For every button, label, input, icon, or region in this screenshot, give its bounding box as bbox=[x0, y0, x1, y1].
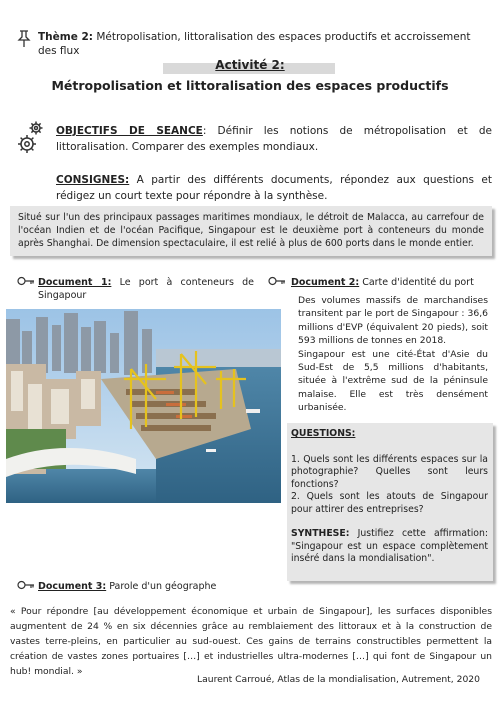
objectives-text: : Définir les notions de métropolisation et de littoralisation. Comparer des exemples mondiaux. bbox=[56, 125, 493, 153]
pushpin-icon bbox=[16, 30, 32, 48]
document2-body bbox=[298, 294, 488, 415]
document3-quote: « Pour répondre [au développement économique et urbain de Singapour], les surfaces disponibles augmentent de 24 % en six décennies grâce au remblaiement des littoraux et à la construction de vastes terre-pleins, en particulier au sud-ouest. Ces gains de terrains constructibles permettent la création de vastes zones portuaires […] et industrielles ultra-modernes […] qui font de Singapour un hub! mondial. » bbox=[10, 606, 492, 677]
gears-icon bbox=[16, 120, 46, 156]
document2-paragraph-2: Singapour est une cité-État d'Asie du Sud-Est de 5,5 millions d'habitants, située à l'extrême sud de la péninsule malaise. Elle est très densément urbanisée. bbox=[298, 348, 488, 414]
questions-label: QUESTIONS: bbox=[291, 428, 356, 439]
questions-box bbox=[287, 423, 493, 581]
instructions-paragraph bbox=[56, 172, 492, 204]
objectives-label: OBJECTIFS DE SEANCE bbox=[56, 125, 203, 137]
activity-subtitle: Métropolisation et littoralisation des espaces productifs bbox=[51, 78, 449, 93]
key-icon bbox=[268, 276, 286, 286]
instructions-text: A partir des différents documents, répondez aux questions et rédigez un court texte pour répondre à la synthèse. bbox=[56, 174, 492, 202]
question-1: 1. Quels sont les différents espaces sur la photographie? Quelles sont leurs fonctions? bbox=[291, 453, 488, 490]
document1-label: Document 1: bbox=[38, 277, 112, 288]
synthesis-text: Justifiez cette affirmation: "Singapour est un espace complètement inséré dans la mondialisation". bbox=[291, 528, 488, 564]
objectives-paragraph bbox=[56, 123, 492, 155]
theme-text: Métropolisation, littoralisation des espaces productifs et accroissement des flux bbox=[38, 31, 471, 57]
document3-caption bbox=[38, 580, 288, 593]
theme-label: Thème 2: bbox=[38, 31, 93, 43]
synthesis bbox=[291, 528, 488, 566]
document2-paragraph-1: Des volumes massifs de marchandises transitent par le port de Singapour : 36,6 millions d'EVP (équivalent 20 pieds), soit 593 millions de tonnes en 2018. bbox=[298, 295, 488, 347]
singapore-port-photo bbox=[6, 309, 281, 503]
document3-label: Document 3: bbox=[38, 581, 107, 592]
synthesis-label: SYNTHESE: bbox=[291, 528, 350, 539]
question-2: 2. Quels sont les atouts de Singapour pour attirer des entreprises? bbox=[291, 491, 488, 515]
key-icon bbox=[17, 276, 35, 286]
document2-caption bbox=[291, 276, 491, 289]
theme-heading bbox=[38, 30, 488, 58]
document2-label: Document 2: bbox=[291, 277, 360, 288]
document1-text: Le port à conteneurs de Singapour bbox=[38, 277, 254, 301]
key-icon bbox=[17, 580, 35, 590]
document3-text: Parole d'un géographe bbox=[106, 581, 217, 592]
instructions-label: CONSIGNES: bbox=[56, 174, 130, 186]
document3-citation: Laurent Carroué, Atlas de la mondialisation, Autrement, 2020 bbox=[197, 674, 480, 685]
activity-title: Activité 2: bbox=[215, 58, 285, 72]
intro-text: Situé sur l'un des principaux passages maritimes mondiaux, le détroit de Malacca, au carrefour de l'océan Indien et de l'océan Pacifique, Singapour est le deuxième port à conteneurs du monde après Shanghai. De dimension spectaculaire, il est relié à plus de 600 ports dans le monde entier. bbox=[18, 212, 484, 249]
intro-box bbox=[10, 206, 492, 256]
document2-title: Carte d'identité du port bbox=[359, 277, 474, 288]
document1-caption bbox=[38, 276, 254, 302]
